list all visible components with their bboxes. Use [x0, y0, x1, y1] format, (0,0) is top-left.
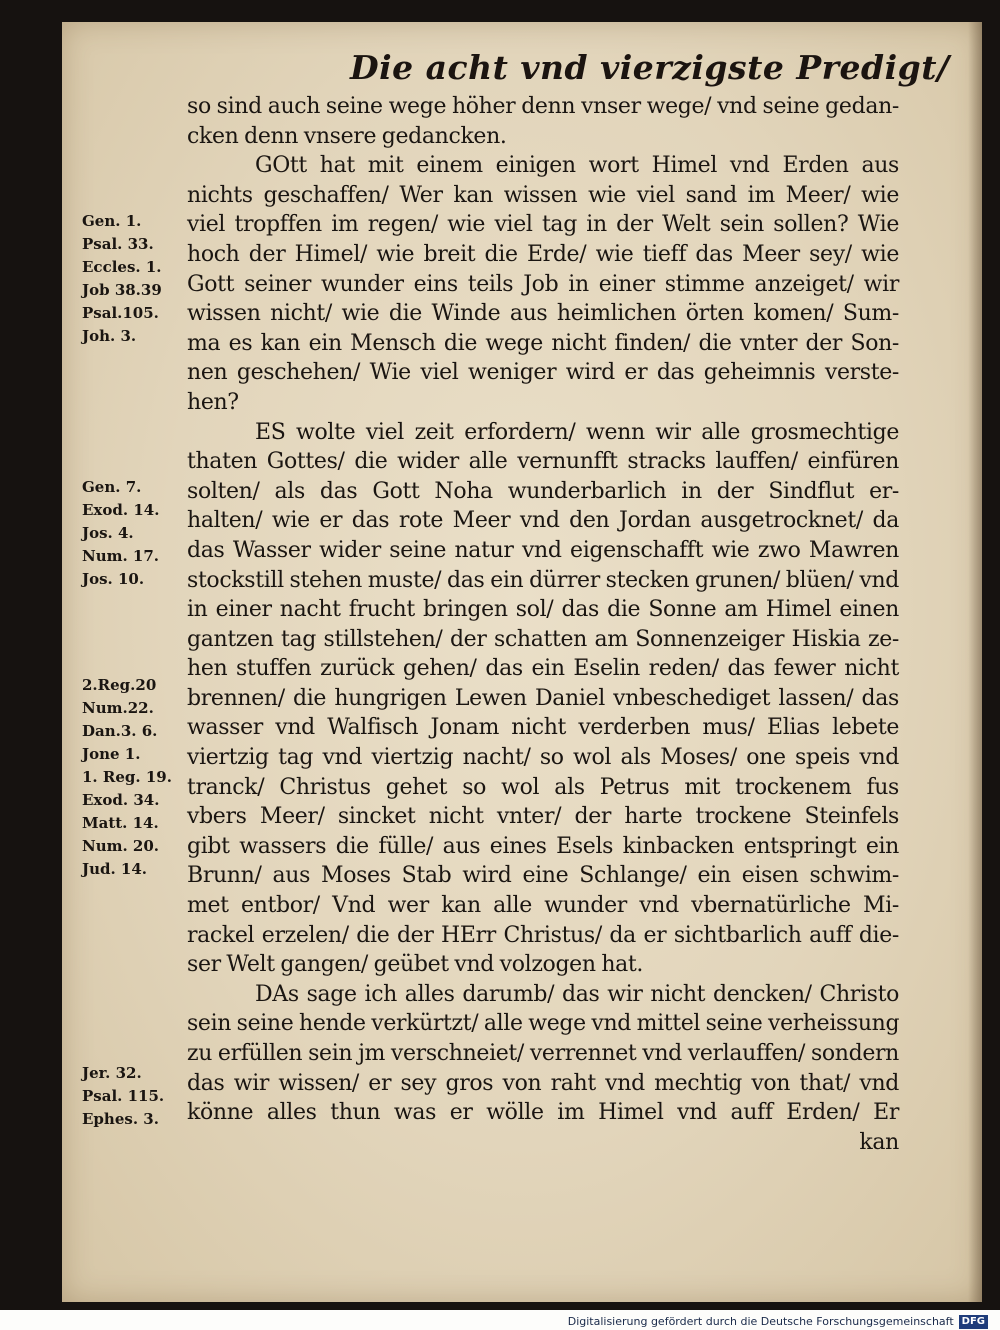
text-line: cken denn vnsere gedancken. — [187, 123, 507, 149]
text-line: zu erfüllen sein jm verschneiet/ verrennet vnd verlauffen/ sondern — [187, 1041, 899, 1066]
digitization-footer — [0, 1313, 1000, 1330]
text-line: gibt wassers die fülle/ aus eines Esels kinbacken entspringt ein — [187, 833, 899, 859]
margin-reference: Num. 20. — [82, 837, 160, 855]
text-line: halten/ wie er das rote Meer vnd den Jordan ausgetrocknet/ da — [187, 508, 899, 534]
text-line: in einer nacht frucht bringen sol/ das die Sonne am Himel einen — [187, 597, 899, 623]
text-line: sein seine hende verkürtzt/ alle wege vnd mittel seine verheissung — [187, 1011, 900, 1037]
margin-reference: Exod. 34. — [82, 791, 160, 809]
margin-reference: Ephes. 3. — [82, 1110, 159, 1128]
text-line: könne alles thun was er wölle im Himel vnd auff Erden/ Er — [187, 1100, 899, 1126]
margin-reference: Eccles. 1. — [82, 258, 162, 276]
margin-reference: Jos. 10. — [82, 570, 145, 588]
text-line: nichts geschaffen/ Wer kan wissen wie viel sand im Meer/ wie — [187, 182, 899, 208]
body-text — [187, 92, 899, 1157]
margin-notes-group-4 — [82, 1062, 192, 1131]
margin-reference: Dan.3. 6. — [82, 722, 158, 740]
margin-reference: Num.22. — [82, 699, 154, 717]
margin-reference: 1. Reg. 19. — [82, 768, 172, 786]
text-line: wissen nicht/ wie die Winde aus heimlichen örten komen/ Sum- — [187, 301, 899, 327]
text-line: vbers Meer/ sincket nicht vnter/ der harte trockene Steinfels — [187, 804, 899, 830]
text-line: das wir wissen/ er sey gros von raht vnd mechtig von that/ vnd — [187, 1070, 899, 1096]
text-line: nen geschehen/ Wie viel weniger wird er das geheimnis verste- — [187, 360, 899, 386]
margin-reference: Jer. 32. — [82, 1064, 142, 1082]
margin-reference: Jone 1. — [82, 745, 141, 763]
text-line: ma es kan ein Mensch die wege nicht finden/ die vnter der Son- — [187, 330, 899, 356]
margin-reference: Matt. 14. — [82, 814, 159, 832]
text-line: rackel erzelen/ die der HErr Christus/ da er sichtbarlich auff die- — [187, 922, 899, 948]
dfg-logo[interactable]: DFG — [959, 1315, 988, 1329]
catchword: kan — [859, 1129, 899, 1155]
margin-reference: Exod. 14. — [82, 501, 160, 519]
margin-reference: Job 38.39 — [82, 281, 162, 299]
margin-reference: Jos. 4. — [82, 524, 134, 542]
text-line: Gott seiner wunder eins teils Job in einer stimme anzeiget/ wir — [187, 271, 899, 297]
margin-reference: Gen. 1. — [82, 212, 142, 230]
text-line: hen stuffen zurück gehen/ das ein Eselin reden/ das fewer nicht — [187, 656, 899, 682]
text-line: GOtt hat mit einem einigen wort Himel vnd Erden aus — [255, 153, 899, 179]
margin-reference: Num. 17. — [82, 547, 160, 565]
text-line: ser Welt gangen/ geübet vnd volzogen hat. — [187, 952, 644, 978]
text-line: DAs sage ich alles darumb/ das wir nicht dencken/ Christo — [255, 981, 899, 1007]
text-line: brennen/ die hungrigen Lewen Daniel vnbeschediget lassen/ das — [187, 685, 899, 711]
margin-reference: Psal. 115. — [82, 1087, 165, 1105]
text-line: viel tropffen im regen/ wie viel tag in der Welt sein sollen? Wie — [187, 212, 899, 238]
text-line: wasser vnd Walfisch Jonam nicht verderben mus/ Elias lebete — [187, 715, 899, 741]
margin-reference: Psal.105. — [82, 304, 159, 322]
margin-reference: Joh. 3. — [82, 327, 137, 345]
text-line: met entbor/ Vnd wer kan alle wunder vnd vbernatürliche Mi- — [187, 893, 899, 919]
page-edge-shadow — [968, 22, 982, 1302]
text-line: hoch der Himel/ wie breit die Erde/ wie tieff das Meer sey/ wie — [187, 241, 899, 267]
text-line: tranck/ Christus gehet so wol als Petrus mit trockenem fus — [187, 774, 899, 800]
text-line: ES wolte viel zeit erfordern/ wenn wir alle grosmechtige — [255, 419, 899, 445]
margin-reference: Gen. 7. — [82, 478, 142, 496]
margin-notes-group-2 — [82, 476, 192, 591]
funding-credit: Digitalisierung gefördert durch die Deutsche Forschungsgemeinschaft — [567, 1315, 954, 1328]
margin-reference: 2.Reg.20 — [82, 676, 157, 694]
margin-notes-group-3 — [82, 674, 192, 881]
text-line: stockstill stehen muste/ das ein dürrer stecken grunen/ blüen/ vnd — [187, 567, 899, 593]
margin-notes-group-1 — [82, 210, 192, 348]
text-line: hen? — [187, 389, 239, 415]
text-line: gantzen tag stillstehen/ der schatten am Sonnenzeiger Hiskia ze- — [187, 626, 899, 652]
margin-reference: Jud. 14. — [82, 860, 148, 878]
text-line: viertzig tag vnd viertzig nacht/ so wol als Moses/ one speis vnd — [187, 745, 899, 771]
text-line: Brunn/ aus Moses Stab wird eine Schlange/ ein eisen schwim- — [187, 863, 899, 889]
text-line: das Wasser wider seine natur vnd eigenschafft wie zwo Mawren — [187, 537, 899, 563]
running-head: Die acht vnd vierzigste Predigt/ — [350, 48, 950, 87]
text-line: so sind auch seine wege höher denn vnser wege/ vnd seine gedan- — [187, 94, 899, 119]
margin-reference: Psal. 33. — [82, 235, 154, 253]
text-line: thaten Gottes/ die wider alle vernunfft stracks lauffen/ einfüren — [187, 449, 899, 475]
text-line: solten/ als das Gott Noha wunderbarlich in der Sindflut er- — [187, 478, 899, 504]
